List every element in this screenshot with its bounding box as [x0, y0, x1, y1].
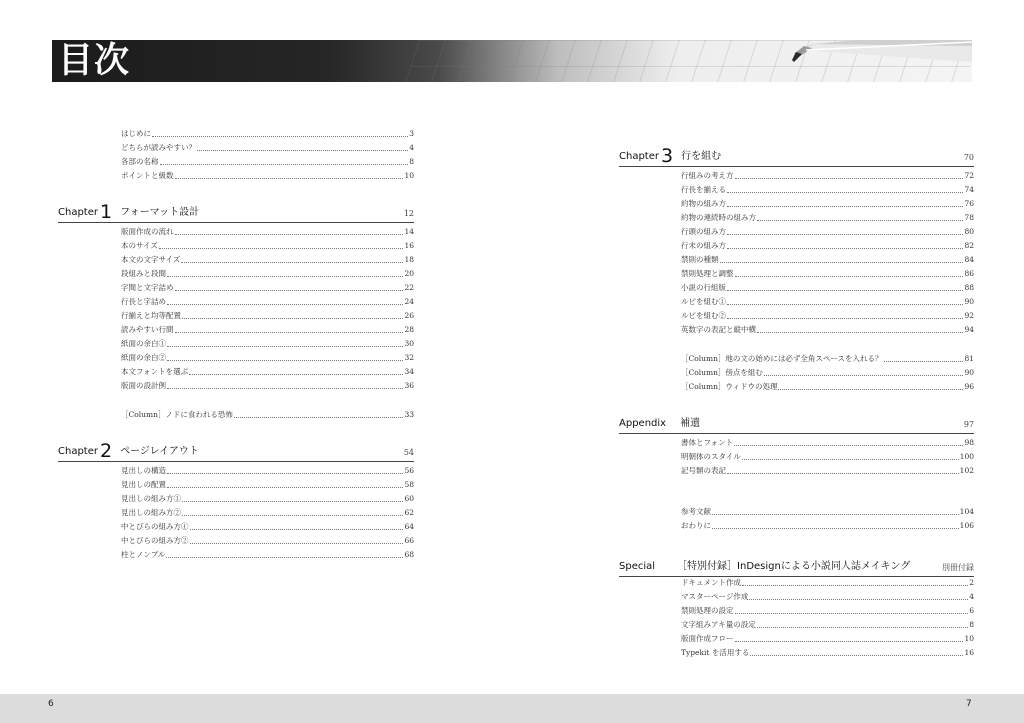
- toc-entry-page: 84: [964, 255, 974, 264]
- toc-entry-page: 6: [969, 606, 974, 615]
- dot-leader: [167, 388, 403, 389]
- toc-entry-title: ドキュメント作成: [681, 578, 741, 587]
- toc-entry-page: 16: [404, 241, 414, 250]
- dot-leader: [167, 276, 403, 277]
- dot-leader: [764, 375, 964, 376]
- toc-entry-page: 72: [964, 171, 974, 180]
- toc-entry[interactable]: [121, 253, 414, 267]
- page-footer: [0, 694, 1024, 723]
- toc-entry-title: 行組みの考え方: [681, 171, 734, 180]
- chapter-2-list: [121, 464, 414, 562]
- toc-entry-title: 約物の組み方: [681, 199, 726, 208]
- dot-leader: [167, 360, 403, 361]
- toc-entry-page: 10: [404, 171, 414, 180]
- page-title: 目次: [58, 41, 131, 81]
- toc-entry-title: 禁則処理と調整: [681, 269, 734, 278]
- toc-entry-title: 文字組みアキ量の設定: [681, 620, 756, 629]
- dot-leader: [181, 262, 403, 263]
- toc-entry[interactable]: [681, 253, 974, 267]
- toc-entry-page: 64: [404, 522, 414, 531]
- toc-entry[interactable]: [121, 365, 414, 379]
- toc-entry-title: ルビを組む①: [681, 297, 726, 306]
- toc-entry[interactable]: [681, 632, 974, 646]
- toc-entry-page: 26: [404, 311, 414, 320]
- toc-entry-title: 版面作成の流れ: [121, 227, 174, 236]
- chapter-3-heading[interactable]: [619, 146, 974, 167]
- toc-entry-page: 96: [964, 382, 974, 391]
- toc-entry-page: 36: [404, 381, 414, 390]
- toc-entry[interactable]: [681, 646, 974, 660]
- toc-entry-title: 段組みと段間: [121, 269, 166, 278]
- toc-entry-page: 68: [404, 550, 414, 559]
- toc-entry[interactable]: [681, 323, 974, 337]
- toc-entry[interactable]: [121, 478, 414, 492]
- toc-entry-page: 16: [964, 648, 974, 657]
- appendix-page: 97: [963, 420, 974, 429]
- toc-entry[interactable]: [121, 351, 414, 365]
- toc-entry-page: 20: [404, 269, 414, 278]
- toc-entry-title: 明朝体のスタイル: [681, 452, 741, 461]
- toc-entry[interactable]: [681, 519, 974, 533]
- dot-leader: [727, 304, 963, 305]
- toc-entry-column[interactable]: [681, 380, 974, 394]
- dot-leader: [234, 417, 404, 418]
- chapter-1-column: [121, 408, 414, 422]
- dot-leader: [712, 514, 959, 515]
- chapter-label: Chapter: [58, 446, 98, 457]
- toc-entry-column[interactable]: [681, 366, 974, 380]
- toc-entry-page: 2: [969, 578, 974, 587]
- toc-entry[interactable]: [681, 590, 974, 604]
- toc-entry-title: 版面作成フロー: [681, 634, 734, 643]
- toc-entry-title: 禁則の種類: [681, 255, 719, 264]
- toc-entry[interactable]: [121, 492, 414, 506]
- toc-entry-title: 本文の文字サイズ: [121, 255, 181, 264]
- dot-leader: [742, 459, 959, 460]
- toc-entry[interactable]: [121, 506, 414, 520]
- toc-entry-title: 行長と字詰め: [121, 297, 166, 306]
- toc-entry[interactable]: [121, 379, 414, 393]
- toc-entry-page: 102: [959, 466, 974, 475]
- toc-entry-page: 74: [964, 185, 974, 194]
- toc-entry-title: 禁則処理の設定: [681, 606, 734, 615]
- toc-entry-title: ［Column］傍点を組む: [681, 368, 763, 377]
- appendix-label: Appendix: [619, 418, 667, 429]
- toc-entry-page: 76: [964, 199, 974, 208]
- toc-header-band: [52, 40, 972, 82]
- dot-leader: [166, 557, 403, 558]
- toc-entry-title: マスターページ作成: [681, 592, 749, 601]
- pen-icon: [792, 40, 972, 82]
- toc-entry-page: 90: [964, 368, 974, 377]
- toc-entry[interactable]: [681, 225, 974, 239]
- appendix-title: 補遺: [680, 418, 701, 429]
- toc-entry-page: 104: [959, 507, 974, 516]
- toc-entry-page: 82: [964, 241, 974, 250]
- toc-entry-title: 小説の行組版: [681, 283, 726, 292]
- toc-entry-title: 行頭の組み方: [681, 227, 726, 236]
- toc-entry[interactable]: [121, 239, 414, 253]
- special-page: 別冊付録: [942, 563, 974, 572]
- toc-entry[interactable]: [121, 548, 414, 562]
- toc-entry[interactable]: [681, 576, 974, 590]
- dot-leader: [712, 528, 959, 529]
- dot-leader: [757, 627, 969, 628]
- dot-leader: [735, 276, 964, 277]
- dot-leader: [175, 332, 404, 333]
- toc-entry-page: 66: [404, 536, 414, 545]
- toc-entry-title: どちらが読みやすい？: [121, 143, 196, 152]
- toc-entry-page: 34: [404, 367, 414, 376]
- dot-leader: [727, 473, 959, 474]
- dot-leader: [742, 585, 968, 586]
- toc-entry-page: 10: [964, 634, 974, 643]
- chapter-1-list: [121, 225, 414, 393]
- toc-entry-title: 版面の設計例: [121, 381, 166, 390]
- chapter-2-heading[interactable]: [58, 441, 414, 462]
- toc-entry-title: おわりに: [681, 521, 711, 530]
- dot-leader: [884, 361, 964, 362]
- toc-entry-page: 86: [964, 269, 974, 278]
- dot-leader: [749, 599, 968, 600]
- toc-entry-page: 14: [404, 227, 414, 236]
- dot-leader: [190, 529, 404, 530]
- toc-entry-title: 見出しの構造: [121, 466, 166, 475]
- dot-leader: [182, 318, 403, 319]
- toc-entry-page: 32: [404, 353, 414, 362]
- toc-entry[interactable]: [121, 225, 414, 239]
- dot-leader: [757, 220, 963, 221]
- toc-entry-page: 80: [964, 227, 974, 236]
- toc-entry-title: 行末の組み方: [681, 241, 726, 250]
- dot-leader: [152, 136, 408, 137]
- dot-leader: [720, 262, 964, 263]
- toc-entry-title: はじめに: [121, 129, 151, 138]
- toc-entry-column[interactable]: [681, 352, 974, 366]
- dot-leader: [167, 473, 403, 474]
- toc-entry-title: 記号類の表記: [681, 466, 726, 475]
- toc-entry-page: 4: [409, 143, 414, 152]
- toc-entry-title: 見出しの配置: [121, 480, 166, 489]
- dot-leader: [190, 543, 404, 544]
- toc-entry[interactable]: [681, 505, 974, 519]
- toc-entry[interactable]: [121, 155, 414, 169]
- dot-leader: [734, 445, 963, 446]
- dot-leader: [757, 332, 963, 333]
- toc-entry-page: 78: [964, 213, 974, 222]
- toc-entry-title: 紙面の余白①: [121, 339, 166, 348]
- toc-entry-title: 中とびらの組み方①: [121, 522, 189, 531]
- special-title: ［特別付録］InDesignによる小説同人誌メイキング: [677, 561, 911, 572]
- chapter-title: フォーマット設計: [120, 207, 200, 218]
- toc-entry-title: ルビを組む②: [681, 311, 726, 320]
- toc-entry[interactable]: [681, 239, 974, 253]
- dot-leader: [750, 655, 963, 656]
- toc-entry-page: 60: [404, 494, 414, 503]
- toc-entry-page: 30: [404, 339, 414, 348]
- toc-entry-title: ［Column］地の文の始めには必ず全角スペースを入れる？: [681, 354, 883, 363]
- chapter-label: Chapter: [58, 207, 98, 218]
- toc-entry[interactable]: [681, 604, 974, 618]
- toc-entry[interactable]: [681, 436, 974, 450]
- toc-entry[interactable]: [121, 267, 414, 281]
- toc-entry[interactable]: [681, 295, 974, 309]
- toc-entry[interactable]: [681, 309, 974, 323]
- dot-leader: [727, 318, 963, 319]
- toc-entry-title: ［Column］ウィドウの処理: [681, 382, 778, 391]
- toc-entry[interactable]: [681, 618, 974, 632]
- dot-leader: [727, 290, 963, 291]
- dot-leader: [735, 613, 969, 614]
- dot-leader: [160, 164, 409, 165]
- dot-leader: [727, 248, 963, 249]
- toc-entry-page: 62: [404, 508, 414, 517]
- toc-entry-title: 各部の名称: [121, 157, 159, 166]
- toc-entry[interactable]: [121, 337, 414, 351]
- toc-entry-title: 柱とノンブル: [121, 550, 166, 559]
- chapter-number: 2: [99, 440, 113, 462]
- toc-entry[interactable]: [121, 534, 414, 548]
- chapter-title: 行を組む: [681, 151, 722, 162]
- toc-entry[interactable]: [681, 281, 974, 295]
- toc-entry[interactable]: [681, 197, 974, 211]
- toc-entry[interactable]: [121, 464, 414, 478]
- dot-leader: [167, 304, 403, 305]
- appendix-list: [681, 436, 974, 478]
- toc-entry-page: 94: [964, 325, 974, 334]
- dot-leader: [197, 150, 408, 151]
- right-page-number: 7: [966, 699, 972, 709]
- chapter-number: 1: [99, 201, 113, 223]
- toc-entry-page: 88: [964, 283, 974, 292]
- chapter-3-list: [681, 169, 974, 337]
- toc-entry[interactable]: [681, 464, 974, 478]
- toc-entry-page: 33: [404, 410, 414, 419]
- toc-entry-title: 参考文献: [681, 507, 711, 516]
- toc-entry-page: 24: [404, 297, 414, 306]
- toc-entry-column[interactable]: [121, 408, 414, 422]
- special-heading[interactable]: [619, 556, 974, 577]
- toc-entry[interactable]: [121, 169, 414, 183]
- dot-leader: [727, 206, 963, 207]
- dot-leader: [727, 192, 963, 193]
- toc-entry[interactable]: [121, 323, 414, 337]
- toc-entry-title: 行揃えと均等配置: [121, 311, 181, 320]
- dot-leader: [167, 487, 403, 488]
- toc-entry-title: 見出しの組み方②: [121, 508, 181, 517]
- toc-entry-page: 8: [969, 620, 974, 629]
- toc-entry-title: 本のサイズ: [121, 241, 158, 250]
- toc-entry-page: 28: [404, 325, 414, 334]
- chapter-title: ページレイアウト: [120, 446, 199, 457]
- back-matter-list: [681, 505, 974, 533]
- toc-entry-title: 中とびらの組み方②: [121, 536, 189, 545]
- chapter-3-columns: [681, 352, 974, 394]
- toc-entry[interactable]: [121, 127, 414, 141]
- toc-entry-page: 90: [964, 297, 974, 306]
- toc-entry[interactable]: [121, 520, 414, 534]
- chapter-page: 54: [403, 448, 414, 457]
- front-matter-list: [121, 127, 414, 183]
- toc-entry[interactable]: [121, 295, 414, 309]
- chapter-1-heading[interactable]: [58, 202, 414, 223]
- toc-entry-title: 読みやすい行間: [121, 325, 174, 334]
- dot-leader: [175, 290, 404, 291]
- dot-leader: [189, 374, 403, 375]
- toc-entry[interactable]: [121, 281, 414, 295]
- toc-entry-page: 100: [959, 452, 974, 461]
- special-list: [681, 576, 974, 660]
- toc-entry[interactable]: [121, 141, 414, 155]
- toc-entry-title: 書体とフォント: [681, 438, 734, 447]
- toc-entry-page: 8: [409, 157, 414, 166]
- toc-entry-title: 紙面の余白②: [121, 353, 166, 362]
- chapter-page: 70: [963, 153, 974, 162]
- dot-leader: [167, 346, 403, 347]
- toc-entry-title: Typekit を活用する: [681, 648, 750, 657]
- toc-entry-page: 18: [404, 255, 414, 264]
- toc-entry-page: 98: [964, 438, 974, 447]
- dot-leader: [159, 248, 404, 249]
- dot-leader: [182, 501, 403, 502]
- toc-entry-page: 22: [404, 283, 414, 292]
- toc-entry[interactable]: [681, 267, 974, 281]
- toc-entry-title: 行長を揃える: [681, 185, 726, 194]
- toc-entry-title: 英数字の表記と縦中横: [681, 325, 756, 334]
- chapter-number: 3: [660, 145, 674, 167]
- toc-entry-page: 4: [969, 592, 974, 601]
- dot-leader: [735, 641, 964, 642]
- chapter-page: 12: [403, 209, 414, 218]
- toc-entry-title: ［Column］ノドに食われる恐怖: [121, 410, 233, 419]
- appendix-heading[interactable]: [619, 413, 974, 434]
- toc-entry-page: 58: [404, 480, 414, 489]
- toc-entry-title: 字間と文字詰め: [121, 283, 174, 292]
- toc-entry-title: 約物の連続時の組み方: [681, 213, 756, 222]
- left-page-number: 6: [48, 699, 54, 709]
- toc-entry[interactable]: [681, 183, 974, 197]
- toc-entry[interactable]: [681, 450, 974, 464]
- toc-entry[interactable]: [681, 211, 974, 225]
- dot-leader: [727, 234, 963, 235]
- chapter-label: Chapter: [619, 151, 659, 162]
- toc-entry-page: 81: [964, 354, 974, 363]
- toc-entry[interactable]: [681, 169, 974, 183]
- dot-leader: [735, 178, 964, 179]
- toc-entry-title: 本文フォントを選ぶ: [121, 367, 189, 376]
- dot-leader: [175, 178, 404, 179]
- toc-entry-page: 106: [959, 521, 974, 530]
- dot-leader: [182, 515, 403, 516]
- dot-leader: [778, 389, 963, 390]
- toc-entry-page: 56: [404, 466, 414, 475]
- toc-entry[interactable]: [121, 309, 414, 323]
- special-label: Special: [619, 561, 656, 572]
- toc-entry-page: 92: [964, 311, 974, 320]
- toc-entry-title: 見出しの組み方①: [121, 494, 181, 503]
- toc-entry-page: 3: [409, 129, 414, 138]
- dot-leader: [175, 234, 404, 235]
- toc-entry-title: ポイントと級数: [121, 171, 174, 180]
